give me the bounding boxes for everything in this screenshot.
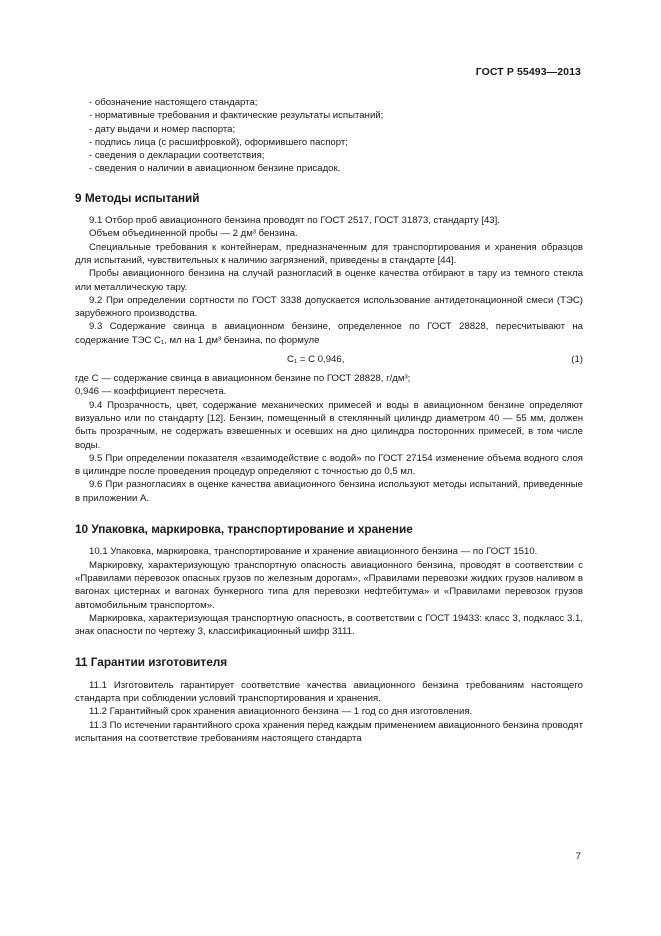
- document-header-id: ГОСТ Р 55493—2013: [475, 66, 581, 78]
- section-9-title: 9 Методы испытаний: [75, 190, 200, 205]
- document-body: [75, 96, 583, 745]
- list-item: - сведения о наличии в авиационном бензине присадок.: [89, 163, 341, 175]
- section-10-paragraph: Маркировку, характеризующую транспортную опасность авиационного бензина, проводят в соответствии с «Правилами перевозок опасных грузов по железным дорогам», «Правилами перевозки жидких грузов наливом в вагонах цистернах и вагонах бункерного типа для перевозки нефтебитума» и «Правилами перевозок грузов автомобильным транспортом».: [75, 559, 583, 611]
- section-11-paragraph: 11.1 Изготовитель гарантирует соответствие качества авиационного бензина требованиям настоящего стандарта при соблюдении условий транспортирования и хранения.: [75, 679, 583, 704]
- section-9-paragraph: 9.6 При разногласиях в оценке качества авиационного бензина используют методы испытаний, приведенные в приложении А.: [75, 479, 583, 504]
- section-9-paragraph: 9.5 При определении показателя «взаимодействие с водой» по ГОСТ 27154 изменение объема водного слоя в цилиндре после проведения процедур определяют с точностью до 0,5 мл.: [75, 452, 583, 478]
- section-9-paragraph: Специальные требования к контейнерам, предназначенным для транспортирования и хранения образцов для испытаний, чувствительных к наличию загрязнений, приведены в стандарте [44].: [75, 241, 583, 266]
- formula-expression: С₁ = С 0,946,: [287, 353, 345, 365]
- formula-number: (1): [571, 353, 583, 365]
- section-9-paragraph: 9.1 Отбор проб авиационного бензина проводят по ГОСТ 2517, ГОСТ 31873, стандарту [43].: [89, 215, 500, 227]
- section-9-paragraph: 9.3 Содержание свинца в авиационном бензине, определенное по ГОСТ 28828, пересчитывают на содержание ТЭС С₁, мл на 1 дм³ бензина, по формуле: [75, 321, 583, 346]
- list-item: - дату выдачи и номер паспорта;: [89, 123, 236, 135]
- section-9-paragraph: где С — содержание свинца в авиационном бензине по ГОСТ 28828, г/дм³;: [75, 373, 411, 385]
- section-9-paragraph: 9.4 Прозрачность, цвет, содержание механических примесей и воды в авиационном бензине определяют визуально или по стандарту [12]. Бензин, помещенный в стеклянный цилиндр диаметром 40 — 55 мм, должен быть прозрачным, не содержать взвешенных и осевших на дно цилиндра посторонних примесей, в том числе воды.: [75, 399, 583, 451]
- section-9-paragraph: Пробы авиационного бензина на случай разногласий в оценке качества отбирают в тару из темного стекла или металлическую тару.: [75, 268, 583, 293]
- section-9-paragraph: 0,946 — коэффициент пересчета.: [75, 386, 227, 398]
- formula-row: [75, 347, 583, 372]
- page-number: 7: [575, 851, 581, 862]
- section-10-paragraph: 10.1 Упаковка, маркировка, транспортирование и хранение авиационного бензина — по ГОСТ 1510.: [89, 546, 538, 558]
- list-item: - сведения о декларации соответствия;: [89, 150, 265, 162]
- section-11-paragraph: 11.3 По истечении гарантийного срока хранения перед каждым применением авиационного бензина проводят испытания на соответствие требованиям настоящего стандарта: [75, 719, 583, 744]
- section-10-title: 10 Упаковка, маркировка, транспортирование и хранение: [75, 522, 413, 537]
- section-11-paragraph: 11.2 Гарантийный срок хранения авиационного бензина — 1 год со дня изготовления.: [89, 706, 473, 718]
- section-10-paragraph: Маркировка, характеризующая транспортную опасность, в соответствии с ГОСТ 19433: класс 3, подкласс 3.1, знак опасности по чертежу 3, классификационный шифр 3111.: [75, 612, 583, 638]
- section-9-paragraph: Объем объединенной пробы — 2 дм³ бензина.: [89, 228, 298, 240]
- list-item: - подпись лица (с расшифровкой), оформившего паспорт;: [89, 136, 348, 148]
- section-11-title: 11 Гарантии изготовителя: [75, 655, 228, 670]
- intro-list: [75, 96, 583, 176]
- list-item: - обозначение настоящего стандарта;: [89, 97, 258, 108]
- list-item: - нормативные требования и фактические результаты испытаний;: [89, 110, 384, 122]
- section-9-paragraph: 9.2 При определении сортности по ГОСТ 3338 допускается использование антидетонационной смеси (ТЭС) зарубежного производства.: [75, 294, 583, 320]
